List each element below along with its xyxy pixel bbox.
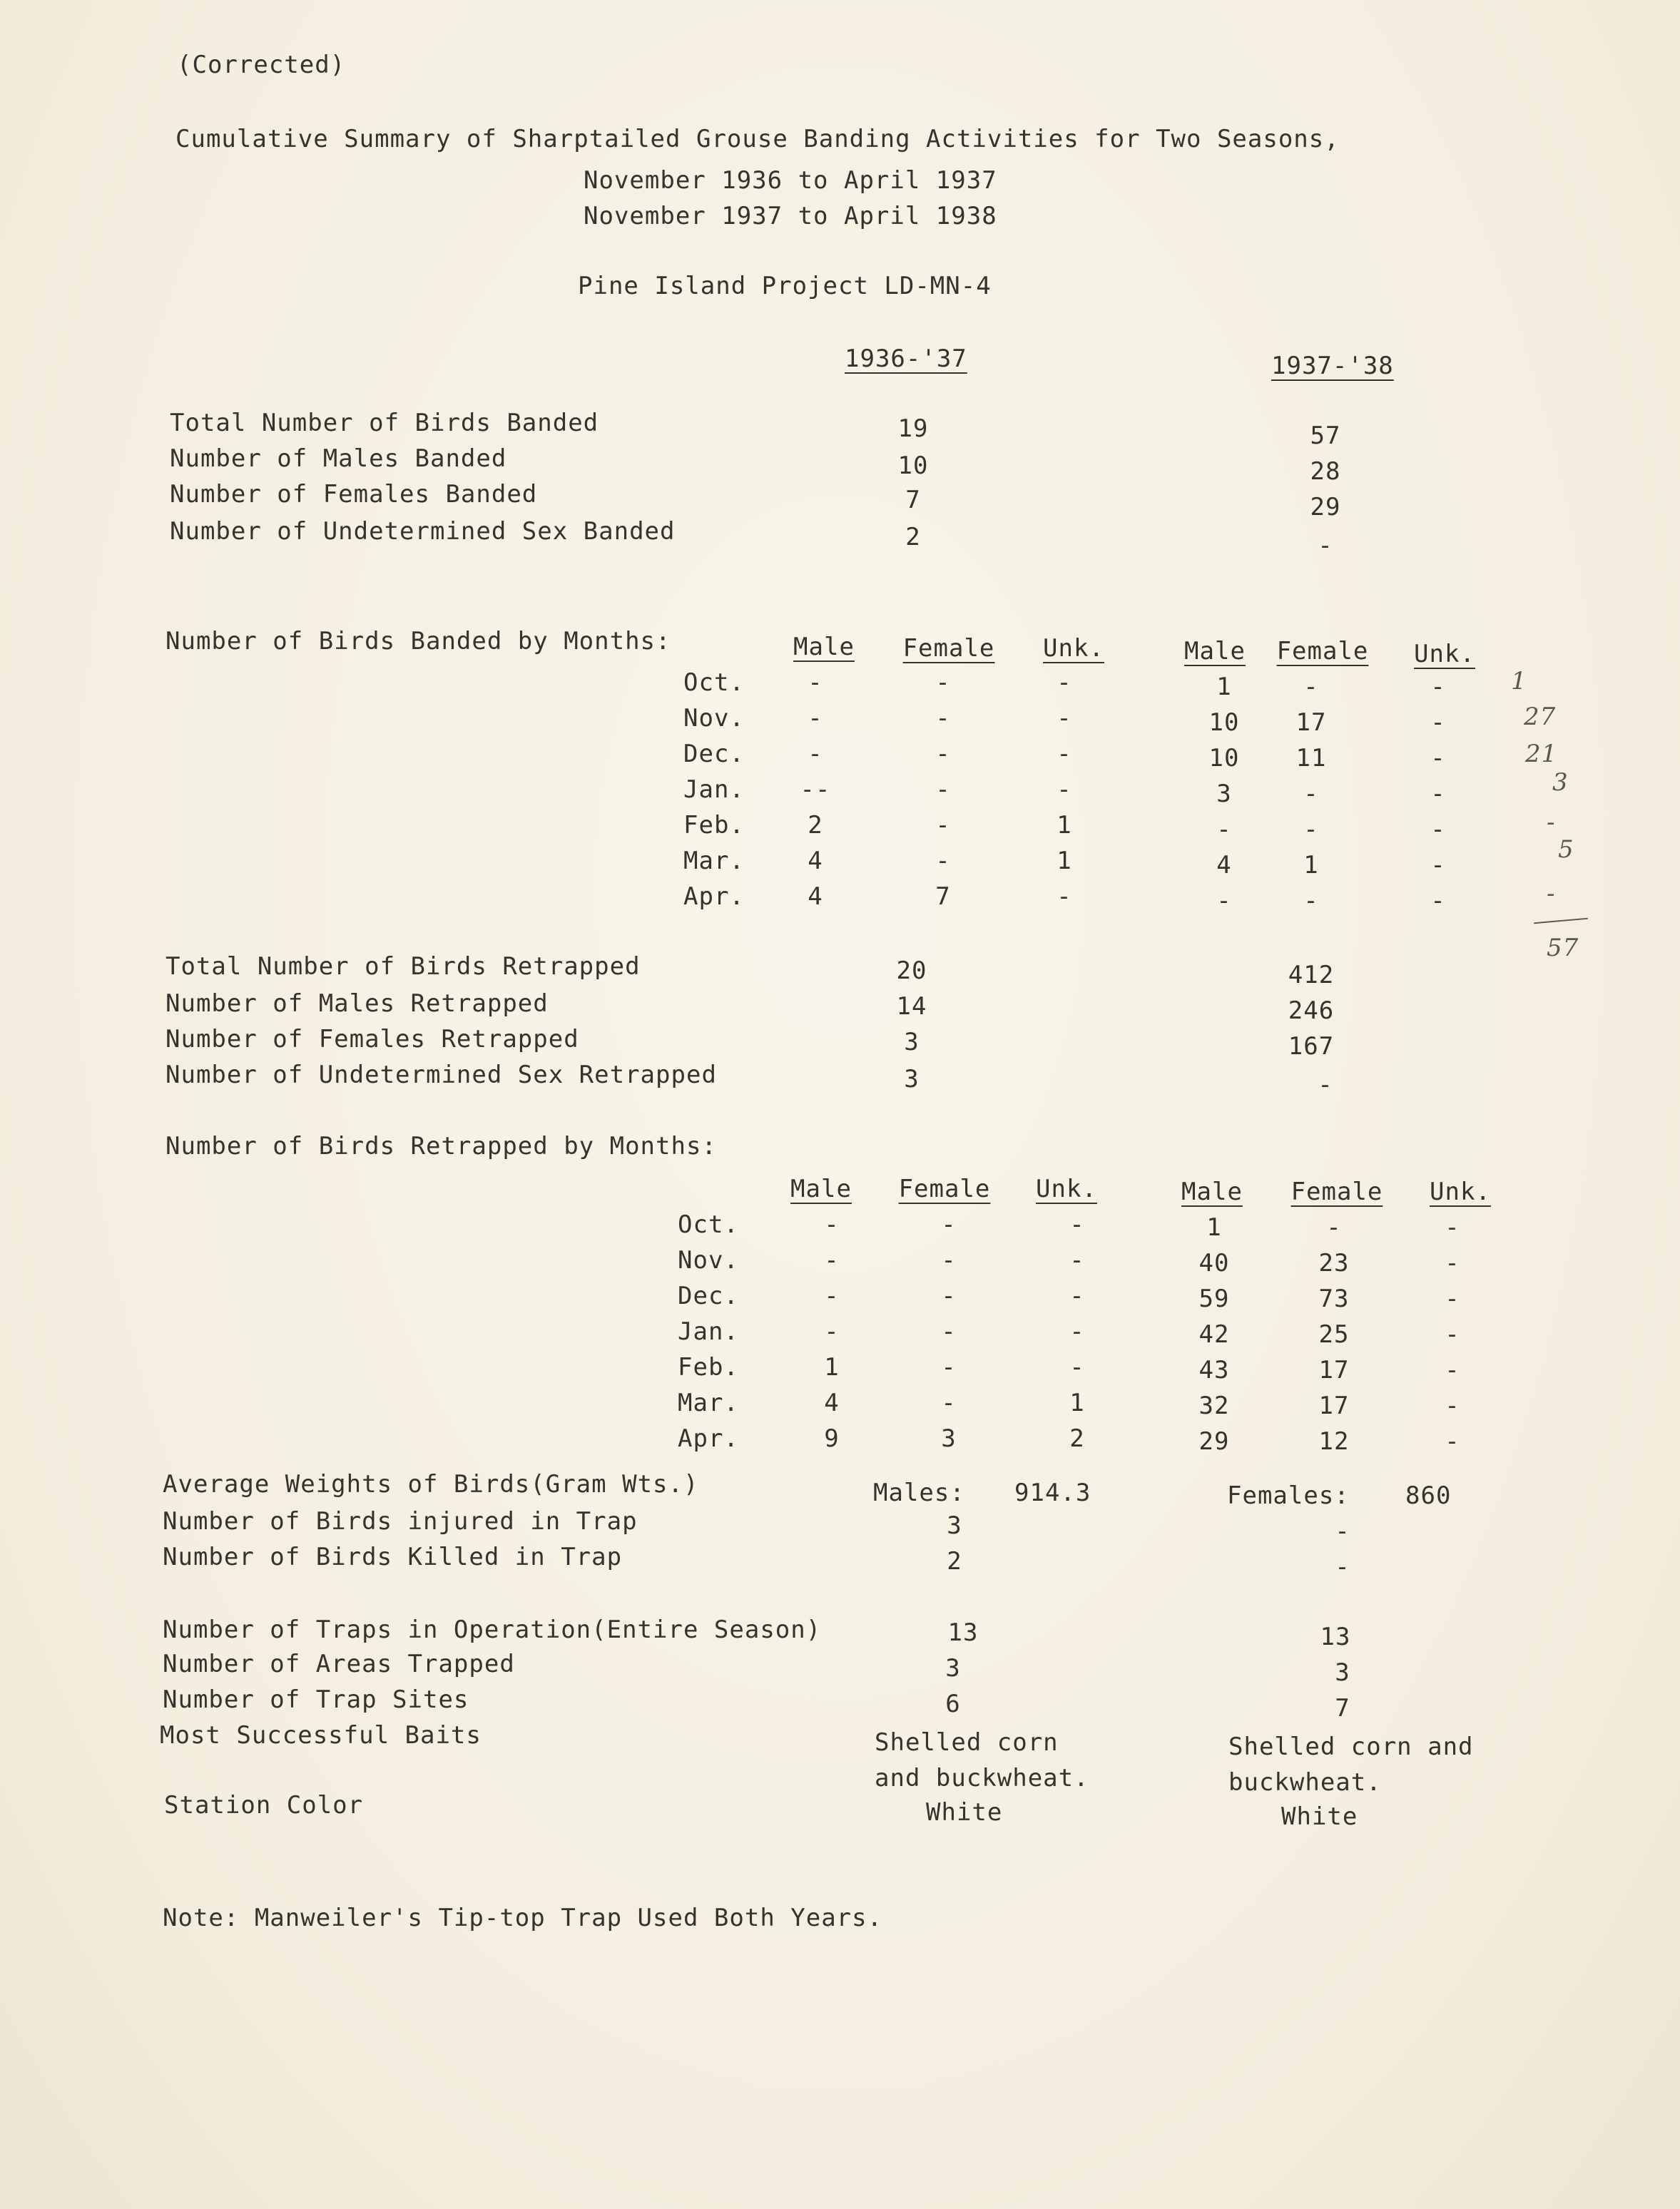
- table-cell: 1: [824, 1353, 840, 1382]
- table-cell: 10: [1208, 744, 1240, 772]
- table-cell: 1: [1216, 673, 1232, 701]
- table-cell: -: [1303, 780, 1319, 808]
- column-header: Male: [1184, 637, 1246, 665]
- table-cell: -: [935, 740, 951, 768]
- table-cell: -: [1057, 740, 1072, 768]
- summary-value: 29: [1310, 493, 1341, 521]
- table-cell: -: [1069, 1246, 1085, 1275]
- summary-label: Number of Males Retrapped: [166, 989, 549, 1018]
- summary-label: Total Number of Birds Banded: [170, 409, 599, 437]
- table-cell: 32: [1198, 1392, 1230, 1420]
- column-header: Male: [1181, 1178, 1243, 1206]
- summary-value: 246: [1288, 996, 1335, 1025]
- table-cell: -: [935, 704, 951, 733]
- table-cell: -: [1057, 775, 1072, 804]
- summary-label: Number of Traps in Operation(Entire Season): [163, 1616, 822, 1644]
- table-cell: -: [1445, 1392, 1460, 1420]
- summary-value: 7: [905, 486, 921, 514]
- summary-value: 13: [1320, 1623, 1351, 1651]
- summary-value: 412: [1288, 961, 1335, 989]
- table-cell: -: [1430, 780, 1446, 808]
- table-cell: -: [824, 1210, 840, 1239]
- margin-note: -: [1547, 879, 1556, 908]
- baits-s2-line1: Shelled corn and: [1228, 1733, 1474, 1761]
- table-cell: 1: [1057, 847, 1072, 875]
- summary-value: 10: [897, 452, 929, 480]
- table-cell: 4: [824, 1389, 840, 1417]
- table-cell: -: [1303, 673, 1319, 701]
- date-range-1: November 1936 to April 1937: [584, 166, 997, 195]
- table-cell: -: [935, 668, 951, 697]
- project-name: Pine Island Project LD-MN-4: [578, 272, 992, 300]
- table-cell: -: [1326, 1213, 1342, 1242]
- table-cell: -: [1445, 1356, 1460, 1384]
- summary-value: 3: [1335, 1658, 1350, 1687]
- table-cell: -: [1069, 1210, 1085, 1239]
- table-cell: -: [824, 1282, 840, 1310]
- corrected-label: (Corrected): [177, 51, 346, 79]
- summary-value: 57: [1310, 422, 1341, 450]
- table-cell: -: [941, 1317, 957, 1346]
- column-header: Male: [793, 633, 855, 661]
- month-label: Feb.: [683, 811, 745, 840]
- month-label: Oct.: [683, 668, 745, 697]
- tally-rule: [1534, 918, 1588, 924]
- table-cell: 17: [1295, 708, 1327, 737]
- season-1-header: 1936-'37: [845, 345, 967, 373]
- table-cell: -: [1430, 815, 1446, 844]
- table-cell: 4: [1216, 851, 1232, 879]
- table-cell: 1: [1057, 811, 1072, 840]
- table-label: Number of Birds Retrapped by Months:: [166, 1132, 717, 1160]
- baits-s2-line2: buckwheat.: [1228, 1768, 1382, 1797]
- summary-label: Number of Undetermined Sex Banded: [170, 517, 676, 546]
- summary-label: Number of Males Banded: [170, 444, 507, 473]
- table-cell: -: [1430, 887, 1446, 915]
- summary-label: Total Number of Birds Retrapped: [166, 952, 641, 981]
- baits-s1-line1: Shelled corn: [875, 1728, 1059, 1757]
- document-title: Cumulative Summary of Sharptailed Grouse Banding Activities for Two Seasons,: [175, 125, 1340, 153]
- month-label: Apr.: [683, 882, 745, 911]
- margin-note: 27: [1524, 703, 1557, 731]
- summary-label: Number of Trap Sites: [163, 1685, 469, 1714]
- table-cell: -: [941, 1210, 957, 1239]
- table-cell: -: [1057, 668, 1072, 697]
- table-cell: -: [1069, 1282, 1085, 1310]
- table-cell: 9: [824, 1424, 840, 1453]
- table-cell: -: [935, 847, 951, 875]
- summary-value: 3: [904, 1065, 920, 1093]
- summary-label: Number of Females Retrapped: [166, 1025, 579, 1054]
- table-cell: -: [941, 1389, 957, 1417]
- table-cell: 40: [1198, 1249, 1230, 1277]
- margin-note: -: [1547, 808, 1556, 837]
- table-cell: -: [1057, 882, 1072, 911]
- weights-label: Average Weights of Birds(Gram Wts.): [163, 1470, 699, 1499]
- table-cell: -: [808, 704, 823, 733]
- table-cell: 4: [808, 847, 823, 875]
- table-cell: 43: [1198, 1356, 1230, 1384]
- summary-value: -: [1335, 1517, 1350, 1546]
- table-cell: -: [935, 811, 951, 840]
- month-label: Dec.: [678, 1282, 739, 1310]
- table-cell: -: [824, 1317, 840, 1346]
- month-label: Oct.: [678, 1210, 739, 1239]
- table-cell: 25: [1318, 1320, 1350, 1349]
- margin-note: 21: [1525, 740, 1558, 768]
- table-cell: 73: [1318, 1285, 1350, 1313]
- table-cell: -: [1057, 704, 1072, 733]
- table-cell: 17: [1318, 1392, 1350, 1420]
- table-cell: -: [1216, 887, 1232, 915]
- table-cell: -: [941, 1282, 957, 1310]
- table-cell: 42: [1198, 1320, 1230, 1349]
- table-cell: -: [1303, 887, 1319, 915]
- column-header: Female: [898, 1175, 991, 1203]
- table-cell: 11: [1295, 744, 1327, 772]
- table-cell: 1: [1303, 851, 1319, 879]
- females-weight: 860: [1405, 1481, 1452, 1510]
- summary-value: 7: [1335, 1694, 1350, 1723]
- table-cell: 2: [1069, 1424, 1085, 1453]
- footnote: Note: Manweiler's Tip-top Trap Used Both Years.: [163, 1904, 883, 1932]
- summary-label: Number of Birds Killed in Trap: [163, 1543, 623, 1571]
- summary-value: 3: [904, 1028, 920, 1056]
- margin-note: 1: [1511, 667, 1527, 695]
- summary-value: 20: [896, 956, 927, 985]
- column-header: Male: [790, 1175, 852, 1203]
- month-label: Mar.: [678, 1389, 739, 1417]
- summary-value: 28: [1310, 457, 1341, 486]
- table-cell: -: [1445, 1213, 1460, 1242]
- column-header: Unk.: [1414, 640, 1475, 668]
- table-cell: -: [1069, 1353, 1085, 1382]
- margin-note: 57: [1547, 934, 1579, 962]
- table-cell: --: [800, 775, 831, 804]
- table-cell: 3: [1216, 780, 1232, 808]
- baits-s1-line2: and buckwheat.: [875, 1764, 1089, 1792]
- summary-value: 2: [905, 523, 921, 551]
- table-cell: -: [1303, 815, 1319, 844]
- summary-value: -: [1318, 1071, 1333, 1099]
- month-label: Nov.: [678, 1246, 739, 1275]
- month-label: Mar.: [683, 847, 745, 875]
- table-label: Number of Birds Banded by Months:: [166, 627, 671, 655]
- table-cell: -: [1069, 1317, 1085, 1346]
- summary-value: -: [1335, 1553, 1350, 1581]
- summary-value: 19: [897, 414, 929, 443]
- table-cell: 59: [1198, 1285, 1230, 1313]
- margin-note: 5: [1558, 835, 1574, 864]
- station-color-label: Station Color: [164, 1791, 364, 1820]
- column-header: Female: [902, 634, 995, 663]
- month-label: Jan.: [683, 775, 745, 804]
- month-label: Dec.: [683, 740, 745, 768]
- table-cell: 1: [1206, 1213, 1222, 1242]
- table-cell: 3: [941, 1424, 957, 1453]
- summary-value: 13: [947, 1618, 979, 1647]
- table-cell: 7: [935, 882, 951, 911]
- date-range-2: November 1937 to April 1938: [584, 202, 997, 230]
- summary-label: Number of Areas Trapped: [163, 1650, 515, 1678]
- season-2-header: 1937-'38: [1271, 352, 1394, 380]
- table-cell: -: [1216, 815, 1232, 844]
- summary-value: -: [1318, 531, 1333, 560]
- table-cell: -: [824, 1246, 840, 1275]
- table-cell: -: [1430, 708, 1446, 737]
- column-header: Unk.: [1043, 634, 1104, 663]
- table-cell: -: [935, 775, 951, 804]
- table-cell: -: [1445, 1320, 1460, 1349]
- summary-value: 14: [896, 992, 927, 1021]
- table-cell: 17: [1318, 1356, 1350, 1384]
- table-cell: -: [1445, 1427, 1460, 1456]
- summary-label: Number of Females Banded: [170, 480, 538, 509]
- column-header: Unk.: [1036, 1175, 1097, 1203]
- month-label: Feb.: [678, 1353, 739, 1382]
- table-cell: -: [1430, 744, 1446, 772]
- station-color-s2: White: [1281, 1802, 1358, 1831]
- summary-value: 6: [945, 1690, 961, 1718]
- table-cell: 12: [1318, 1427, 1350, 1456]
- summary-value: 3: [947, 1511, 962, 1540]
- table-cell: -: [941, 1246, 957, 1275]
- females-label: Females:: [1227, 1481, 1350, 1510]
- column-header: Female: [1290, 1178, 1383, 1206]
- column-header: Unk.: [1430, 1178, 1491, 1206]
- table-cell: 2: [808, 811, 823, 840]
- margin-note: 3: [1552, 768, 1569, 797]
- table-cell: 4: [808, 882, 823, 911]
- males-label: Males:: [873, 1479, 965, 1507]
- baits-label: Most Successful Baits: [160, 1721, 482, 1750]
- summary-value: 2: [947, 1547, 962, 1576]
- month-label: Jan.: [678, 1317, 739, 1346]
- column-header: Female: [1276, 637, 1369, 665]
- table-cell: -: [1430, 673, 1446, 701]
- table-cell: 10: [1208, 708, 1240, 737]
- table-cell: 1: [1069, 1389, 1085, 1417]
- summary-value: 167: [1288, 1032, 1335, 1061]
- summary-value: 3: [945, 1654, 961, 1683]
- month-label: Apr.: [678, 1424, 739, 1453]
- table-cell: 23: [1318, 1249, 1350, 1277]
- station-color-s1: White: [926, 1798, 1003, 1827]
- table-cell: -: [941, 1353, 957, 1382]
- table-cell: -: [1430, 851, 1446, 879]
- summary-label: Number of Undetermined Sex Retrapped: [166, 1061, 717, 1089]
- table-cell: 29: [1198, 1427, 1230, 1456]
- table-cell: -: [1445, 1249, 1460, 1277]
- summary-label: Number of Birds injured in Trap: [163, 1507, 638, 1536]
- table-cell: -: [808, 740, 823, 768]
- month-label: Nov.: [683, 704, 745, 733]
- table-cell: -: [808, 668, 823, 697]
- males-weight: 914.3: [1014, 1479, 1091, 1507]
- table-cell: -: [1445, 1285, 1460, 1313]
